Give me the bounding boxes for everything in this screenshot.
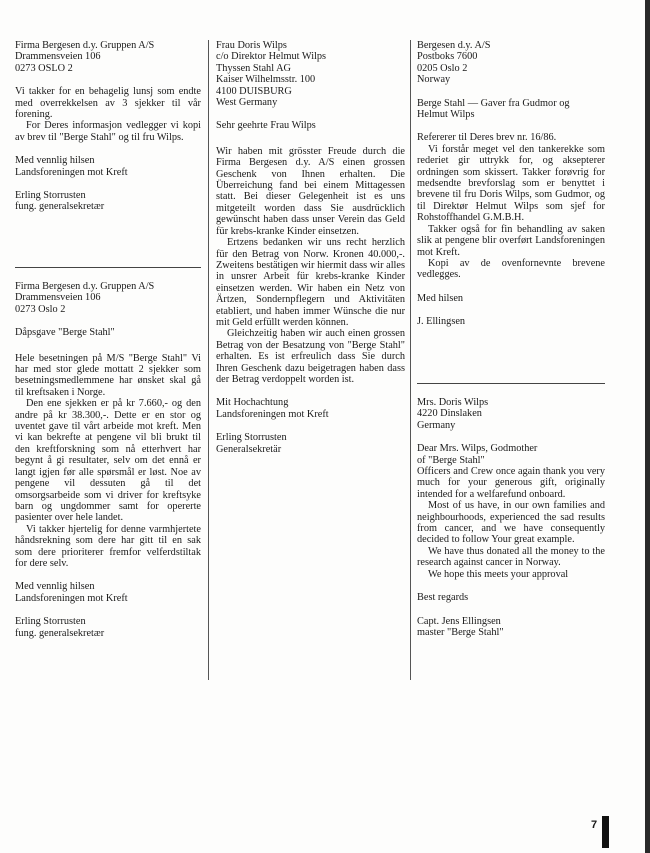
letter-paragraph: Refererer til Deres brev nr. 16/86. xyxy=(417,132,557,144)
letter-paragraph: Officers and Crew once again thank you very much for your generous gift, originally intended for a welfarefund onboard. xyxy=(417,466,605,500)
letter-signature: Erling Storrusten fung. generalsekretær xyxy=(15,190,105,213)
letter-signature: Erling Storrusten fung. generalsekretær xyxy=(15,616,105,639)
letter-closing: Best regards xyxy=(417,592,469,604)
column-divider xyxy=(208,40,209,680)
letter-signature: Capt. Jens Ellingsen master "Berge Stahl" xyxy=(417,615,504,638)
letter-address: Mrs. Doris Wilps 4220 Dinslaken Germany xyxy=(417,397,489,431)
section-divider xyxy=(417,383,605,384)
letter-signature: Erling Storrusten Generalsekretär xyxy=(216,432,287,455)
letter-closing: Med vennlig hilsen Landsforeningen mot Kreft xyxy=(15,155,128,178)
column-divider xyxy=(410,40,411,680)
letter-paragraph: Vi takker for en behagelig lunsj som endte med overrekkelsen av 3 sjekker til vår forening. xyxy=(15,86,201,121)
letter-paragraph: We hope this meets your approval xyxy=(428,568,569,580)
letter-wilps-english xyxy=(417,397,605,647)
letter-signature: J. Ellingsen xyxy=(417,316,466,328)
letter-salutation: Sehr geehrte Frau Wilps xyxy=(216,120,316,132)
letter-paragraph: Most of us have, in our own families and neighbourhoods, experienced the sad results from cancer, and we have consequently decided to follow Your great example. xyxy=(417,500,605,546)
letter-subject: Dåpsgave "Berge Stahl" xyxy=(15,327,115,339)
letter-paragraph: Vi takker hjertelig for denne varmhjertete håndsrekning som dere har gitt til en sak som dere prioriterer fremfor velferdstiltak for dere selv. xyxy=(15,523,201,569)
letter-paragraph: Hele besetningen på M/S "Berge Stahl" Vi har med stor glede mottatt 2 sjekker som besetningsmedlemmene har ønsket skal gå til kreftsaken i Norge. xyxy=(15,352,201,398)
letter-salutation: Dear Mrs. Wilps, Godmother of "Berge Stahl" xyxy=(417,443,538,466)
letter-bergesen-1 xyxy=(15,40,201,222)
letter-paragraph: Takker også for fin behandling av saken slik at pengene blir overført Landsforeningen mot Kreft. xyxy=(417,223,605,258)
letter-paragraph: Ertzens bedanken wir uns recht herzlich für den Betrag von Norw. Kronen 40.000,-. Zweitens bestätigen wir hiermit dass wir alles in unsrer Arbeit für krebs-kranke Kinder einsetzen werden. Wir haben ein Netz von Ärtzen, Sondernpflegern und Aktivitäten etabliert, und haben immer Wünsche die nur mit Geld erfüllt werden können. xyxy=(216,237,405,328)
letter-address: Firma Bergesen d.y. Gruppen A/S Drammensveien 106 0273 Oslo 2 xyxy=(15,281,155,315)
column-right xyxy=(417,0,605,853)
letter-subject: Berge Stahl — Gaver fra Gudmor og Helmut Wilps xyxy=(417,97,570,121)
letter-bergesen-2 xyxy=(15,281,201,648)
letter-paragraph: Gleichzeitig haben wir auch einen grossen Betrag von der Besatzung von "Berge Stahl" erhalten. Es ist erfreulich dass Sie durch Ihren Geschenk dazu beigetragen haben dass der Betrag verdoppelt worden ist. xyxy=(216,328,405,385)
letter-paragraph: Kopi av de ovenfornevnte brevene vedlegges. xyxy=(417,257,605,281)
section-divider xyxy=(15,267,201,268)
letter-closing: Med hilsen xyxy=(417,292,464,304)
column-left xyxy=(15,0,201,853)
page-number: 7 xyxy=(591,819,598,831)
letter-bergesen-reply xyxy=(417,40,605,337)
letter-address: Firma Bergesen d.y. Gruppen A/S Drammensveien 106 0273 OSLO 2 xyxy=(15,40,155,74)
column-middle xyxy=(216,0,405,853)
letter-wilps-german xyxy=(216,40,405,464)
page-number-marker xyxy=(602,816,609,848)
letter-paragraph: We have thus donated all the money to the research against cancer in Norway. xyxy=(417,545,605,569)
letter-paragraph: Vi forstår meget vel den tankerekke som rederiet gir uttrykk for, og aksepterer ordningen som skissert. Takker forøvrig for medsendte brevforslag som er benyttet i brevene til fru Doris Wilps, som Gudmor, og til Direktør Helmut Wilps som sjef for Rohstoffhandel G.M.B.H. xyxy=(417,143,605,224)
letter-closing: Mit Hochachtung Landsforeningen mot Kreft xyxy=(216,397,329,420)
letter-closing: Med vennlig hilsen Landsforeningen mot Kreft xyxy=(15,581,128,604)
letter-paragraph: Den ene sjekken er på kr 7.660,- og den andre på kr 38.300,-. Dette er en stor og uventet gave til vårt arbeide mot kreft. Men vi kan bekrefte at pengene vil bli brukt til den kreftforskning som nå etterhvert har begynt å gi resultater, selv om det ennå er langt igjen før alle spørsmål er løst. Noe av pengene vil dessuten gå til det omsorgsarbeide som vi driver for kreftsyke barn og ungdommer samt for opererte pasienter over hele landet. xyxy=(15,398,201,524)
letter-paragraph: For Deres informasjon vedlegger vi kopi av brev til "Berge Stahl" og til fru Wilps. xyxy=(15,120,201,143)
letter-paragraph: Wir haben mit grösster Freude durch die Firma Bergesen d.y. A/S einen grossen Geschenk von Ihnen erhalten. Die Überreichung fand bei einem Mittagessen statt. Bei dieser Gelegenheit ist es uns mitgeteilt worden dass Sie ausdrücklich gewünscht haben dass unser Verein das Geld für krebs-kranke Kinder einsetzen. xyxy=(216,145,405,237)
letter-address: Frau Doris Wilps c/o Direktor Helmut Wilps Thyssen Stahl AG Kaiser Wilhelmsstr. 100 4100 DUISBURG West Germany xyxy=(216,40,327,109)
letter-address: Bergesen d.y. A/S Postboks 7600 0205 Oslo 2 Norway xyxy=(417,40,491,86)
page-edge-shadow xyxy=(645,0,650,853)
